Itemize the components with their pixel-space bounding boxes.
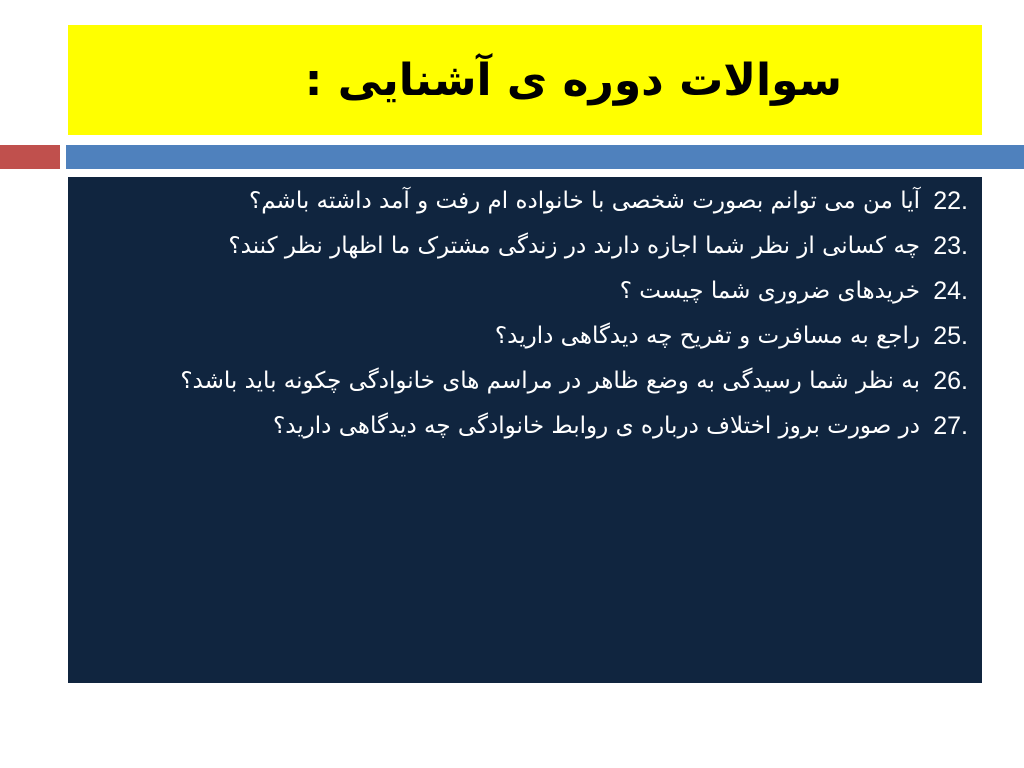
accent-bar-blue: [66, 145, 1024, 169]
question-item-26: [88, 363, 968, 400]
question-text: چه کسانی از نظر شما اجازه دارند در زندگی مشترک ما اظهار نظر کنند؟: [228, 233, 920, 259]
question-text: به نظر شما رسیدگی به وضع ظاهر در مراسم های خانوادگی چکونه باید باشد؟: [180, 368, 920, 394]
accent-bar-red: [0, 145, 60, 169]
question-number: 24.: [933, 277, 968, 305]
question-text: آیا من می توانم بصورت شخصی با خانواده ام رفت و آمد داشته باشم؟: [249, 188, 920, 214]
title-banner: [68, 25, 982, 135]
question-item-25: [88, 318, 968, 355]
question-number: 27.: [933, 412, 968, 440]
question-item-27: [88, 408, 968, 445]
slide-title: سوالات دوره ی آشنایی :: [304, 54, 842, 106]
question-text: خریدهای ضروری شما چیست ؟: [619, 278, 920, 304]
question-text: در صورت بروز اختلاف درباره ی روابط خانوادگی چه دیدگاهی دارید؟: [272, 413, 920, 439]
question-number: 26.: [933, 367, 968, 395]
question-number: 23.: [933, 232, 968, 260]
question-number: 22.: [933, 187, 968, 215]
question-item-24: [88, 273, 968, 310]
question-item-23: [88, 228, 968, 265]
question-text: راجع به مسافرت و تفریح چه دیدگاهی دارید؟: [494, 323, 920, 349]
question-item-22: [88, 183, 968, 220]
question-number: 25.: [933, 322, 968, 350]
questions-panel: [68, 177, 982, 683]
